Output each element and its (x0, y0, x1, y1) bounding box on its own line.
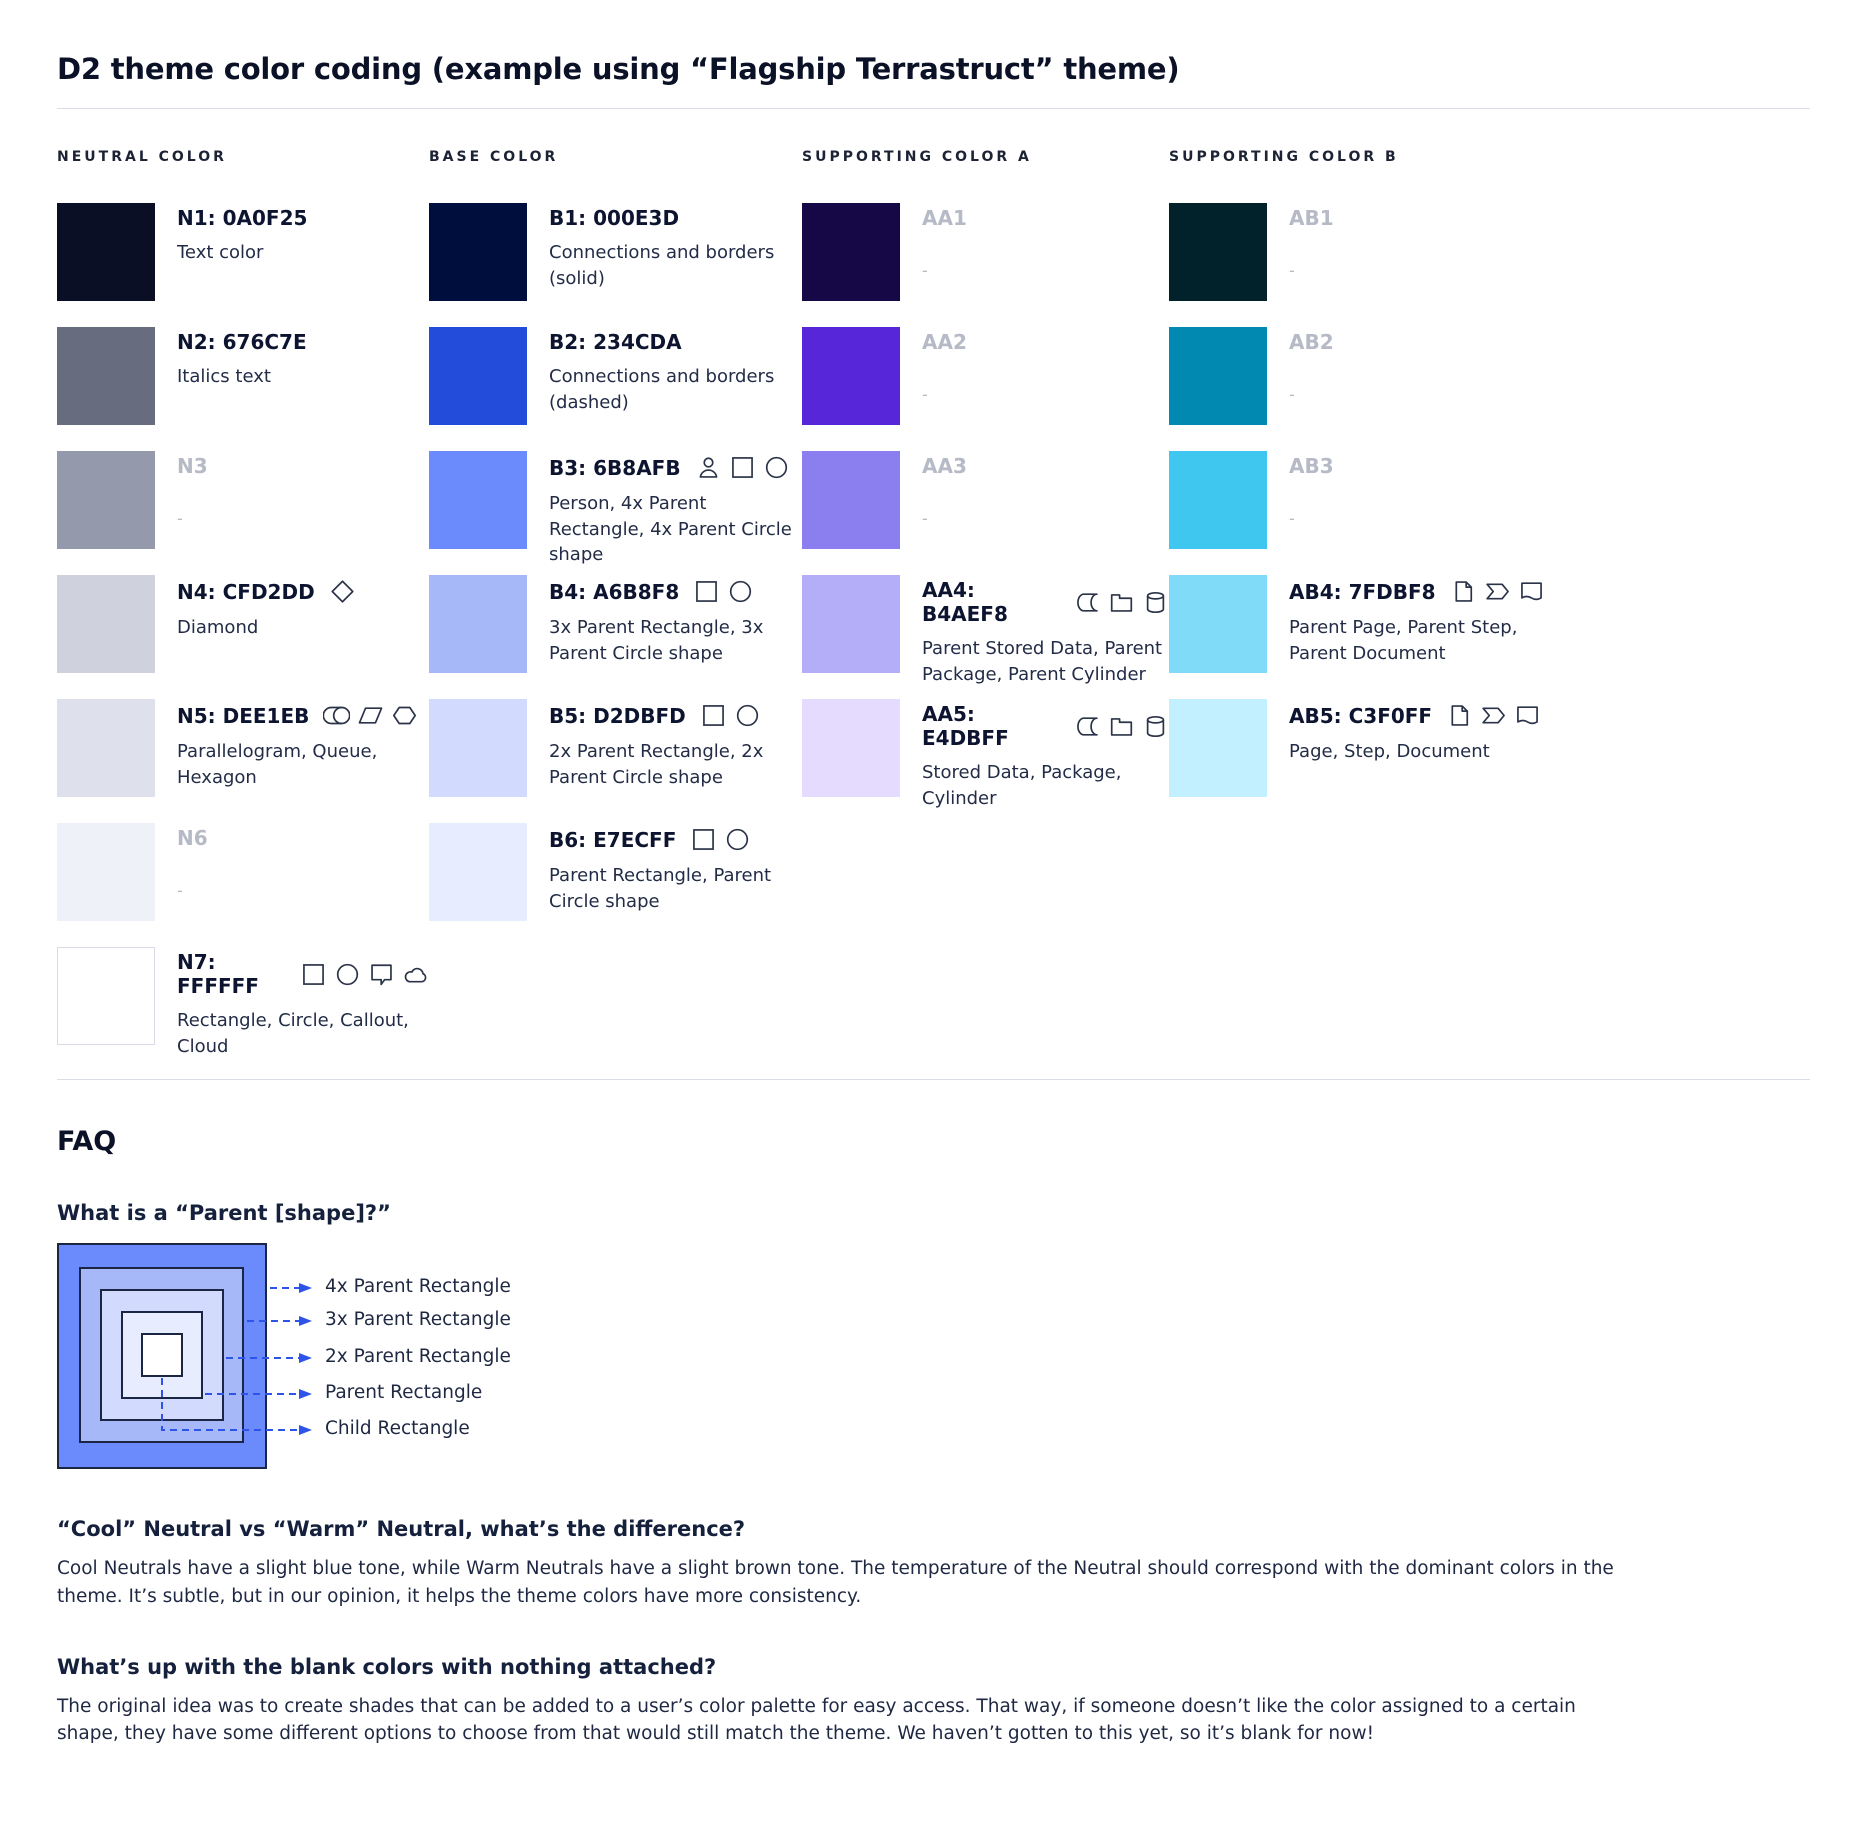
shape-icons (690, 826, 751, 853)
color-swatch (802, 327, 900, 425)
color-label: N3 (177, 454, 208, 478)
shape-icons (1074, 589, 1169, 616)
color-swatch (802, 575, 900, 673)
color-swatch (1169, 699, 1267, 797)
faq-heading: FAQ (57, 1126, 117, 1157)
color-swatch (429, 575, 527, 673)
color-desc: Stored Data, Package, Cylinder (922, 762, 1122, 809)
color-label: AA3 (922, 454, 967, 478)
color-desc: - (1289, 261, 1295, 280)
faq-question-cool-vs-warm: “Cool” Neutral vs “Warm” Neutral, what’s the difference? (57, 1517, 746, 1541)
faq-answer-blank-colors: The original idea was to create shades that can be added to a user’s color palette for easy access. That way, if someone doesn’t like the color assigned to a certain shape, they have some different options to choose from that would still match the theme. We haven’t gotten to this yet, so it’s blank for now! (57, 1695, 1576, 1745)
color-desc: 3x Parent Rectangle, 3x Parent Circle shape (549, 617, 764, 664)
palette-row-n6 (57, 823, 429, 947)
palette-row-n4 (57, 575, 429, 699)
step-icon (1480, 702, 1507, 729)
palette-grid (57, 149, 1810, 1071)
palette-row-b4 (429, 575, 802, 699)
top-divider (57, 108, 1810, 109)
color-label: AB4: 7FDBF8 (1289, 578, 1545, 605)
color-desc: - (177, 881, 183, 900)
rectangle-icon (690, 826, 717, 853)
shape-icons (323, 702, 418, 729)
color-desc: Parent Stored Data, Parent Package, Parent Cylinder (922, 638, 1163, 685)
palette-row-ab4 (1169, 575, 1810, 699)
faq-answer-cool-vs-warm: Cool Neutrals have a slight blue tone, while Warm Neutrals have a slight brown tone. The temperature of the Neutral should correspond with the dominant colors in the theme. It’s subtle, but in our opinion, it helps the theme colors have more consistency. (57, 1558, 1614, 1607)
color-desc: Italics text (177, 366, 271, 387)
queue-icon (323, 702, 350, 729)
color-label: AA4: B4AEF8 (922, 578, 1169, 626)
palette-row-n1 (57, 203, 429, 327)
palette-row-b5 (429, 699, 802, 823)
cylinder-icon (1142, 713, 1169, 740)
color-swatch (802, 699, 900, 797)
column-header: SUPPORTING COLOR B (1169, 149, 1399, 165)
page-title: D2 theme color coding (example using “Flagship Terrastruct” theme) (57, 52, 1180, 86)
hexagon-icon (391, 702, 418, 729)
palette-row-aa2 (802, 327, 1169, 451)
color-label: N6 (177, 826, 208, 850)
color-swatch (429, 327, 527, 425)
color-label: AB1 (1289, 206, 1334, 230)
column-header: SUPPORTING COLOR A (802, 149, 1032, 165)
cloud-icon (402, 961, 429, 988)
circle-icon (763, 454, 790, 481)
color-desc: - (922, 261, 928, 280)
color-label: B6: E7ECFF (549, 826, 799, 853)
circle-icon (727, 578, 754, 605)
palette-row-aa3 (802, 451, 1169, 575)
column-neutral (57, 149, 429, 1071)
color-label: B4: A6B8F8 (549, 578, 799, 605)
diagram-label: 2x Parent Rectangle (325, 1346, 511, 1367)
package-icon (1108, 589, 1135, 616)
color-label: B3: 6B8AFB (549, 454, 799, 481)
color-desc: Person, 4x Parent Rectangle, 4x Parent Circle shape (549, 493, 792, 566)
column-base (429, 149, 802, 1071)
color-label: N4: CFD2DD (177, 578, 356, 605)
color-swatch (57, 575, 155, 673)
stored-data-icon (1074, 589, 1101, 616)
step-icon (1484, 578, 1511, 605)
arrowhead-icon (299, 1283, 312, 1435)
palette-row-aa5 (802, 699, 1169, 823)
color-label: N7: FFFFFF (177, 950, 429, 998)
color-desc: Parallelogram, Queue, Hexagon (177, 741, 378, 788)
color-swatch (57, 451, 155, 549)
color-label: B2: 234CDA (549, 330, 682, 354)
color-swatch (429, 203, 527, 301)
palette-row-n3 (57, 451, 429, 575)
color-label: N2: 676C7E (177, 330, 307, 354)
diagram-label: 3x Parent Rectangle (325, 1309, 511, 1330)
palette-row-b2 (429, 327, 802, 451)
diamond-icon (329, 578, 356, 605)
diagram-label: 4x Parent Rectangle (325, 1276, 511, 1297)
color-swatch (429, 823, 527, 921)
color-swatch (1169, 327, 1267, 425)
color-desc: Rectangle, Circle, Callout, Cloud (177, 1010, 409, 1057)
column-header: NEUTRAL COLOR (57, 149, 227, 165)
color-desc: Page, Step, Document (1289, 741, 1490, 762)
shape-icons (1074, 713, 1169, 740)
palette-row-ab5 (1169, 699, 1810, 823)
rectangle-icon (729, 454, 756, 481)
color-desc: Text color (177, 242, 264, 263)
faq-question-blank-colors: What’s up with the blank colors with nothing attached? (57, 1654, 717, 1679)
callout-icon (368, 961, 395, 988)
color-desc: Parent Rectangle, Parent Circle shape (549, 865, 772, 912)
parent-shape-diagram (57, 1243, 757, 1473)
column-supporting-a (802, 149, 1169, 1071)
shape-icons (693, 578, 754, 605)
shape-icons (700, 702, 761, 729)
column-supporting-b (1169, 149, 1810, 1071)
color-swatch (802, 451, 900, 549)
color-label: AB5: C3F0FF (1289, 702, 1541, 729)
palette-row-n7 (57, 947, 429, 1071)
color-label: B5: D2DBFD (549, 702, 799, 729)
shape-icons (1446, 702, 1541, 729)
color-swatch (1169, 451, 1267, 549)
palette-row-b1 (429, 203, 802, 327)
color-label: AB2 (1289, 330, 1334, 354)
color-swatch (57, 947, 155, 1045)
page-icon (1450, 578, 1477, 605)
rectangle-icon (300, 961, 327, 988)
color-swatch (57, 699, 155, 797)
color-desc: Diamond (177, 617, 259, 638)
document-icon (1514, 702, 1541, 729)
color-swatch (429, 699, 527, 797)
color-desc: 2x Parent Rectangle, 2x Parent Circle shape (549, 741, 764, 788)
column-header: BASE COLOR (429, 149, 559, 165)
color-desc: - (1289, 385, 1295, 404)
color-desc: - (1289, 509, 1295, 528)
faq-question-parent-shape: What is a “Parent [shape]?” (57, 1201, 391, 1225)
palette-row-b3 (429, 451, 802, 575)
color-swatch (1169, 575, 1267, 673)
color-swatch (429, 451, 527, 549)
rectangle-icon (693, 578, 720, 605)
color-label: AA2 (922, 330, 967, 354)
rectangle-icon (700, 702, 727, 729)
package-icon (1108, 713, 1135, 740)
person-icon (695, 454, 722, 481)
document-icon (1518, 578, 1545, 605)
palette-row-ab3 (1169, 451, 1810, 575)
color-swatch (57, 327, 155, 425)
palette-row-aa4 (802, 575, 1169, 699)
color-label: B1: 000E3D (549, 206, 680, 230)
circle-icon (734, 702, 761, 729)
color-label: AA1 (922, 206, 967, 230)
color-desc: - (177, 509, 183, 528)
color-swatch (1169, 203, 1267, 301)
color-desc: - (922, 509, 928, 528)
color-label: N1: 0A0F25 (177, 206, 308, 230)
palette-row-n2 (57, 327, 429, 451)
palette-row-ab1 (1169, 203, 1810, 327)
stored-data-icon (1074, 713, 1101, 740)
shape-icons (695, 454, 790, 481)
color-desc: Connections and borders (solid) (549, 242, 775, 289)
color-label: AB3 (1289, 454, 1334, 478)
page-icon (1446, 702, 1473, 729)
color-swatch (57, 203, 155, 301)
cylinder-icon (1142, 589, 1169, 616)
color-label: N5: DEE1EB (177, 702, 427, 729)
shape-icons (1450, 578, 1545, 605)
diagram-label: Parent Rectangle (325, 1382, 483, 1403)
color-desc: - (922, 385, 928, 404)
parallelogram-icon (357, 702, 384, 729)
color-swatch (802, 203, 900, 301)
diagram-child-rectangle (141, 1333, 183, 1377)
palette-row-ab2 (1169, 327, 1810, 451)
color-desc: Parent Page, Parent Step, Parent Document (1289, 617, 1518, 664)
circle-icon (724, 826, 751, 853)
shape-icons (329, 578, 356, 605)
diagram-label: Child Rectangle (325, 1418, 470, 1439)
color-label: AA5: E4DBFF (922, 702, 1169, 750)
palette-row-aa1 (802, 203, 1169, 327)
palette-row-b6 (429, 823, 802, 947)
circle-icon (334, 961, 361, 988)
color-swatch (57, 823, 155, 921)
shape-icons (300, 961, 429, 988)
palette-row-n5 (57, 699, 429, 823)
color-desc: Connections and borders (dashed) (549, 366, 775, 413)
